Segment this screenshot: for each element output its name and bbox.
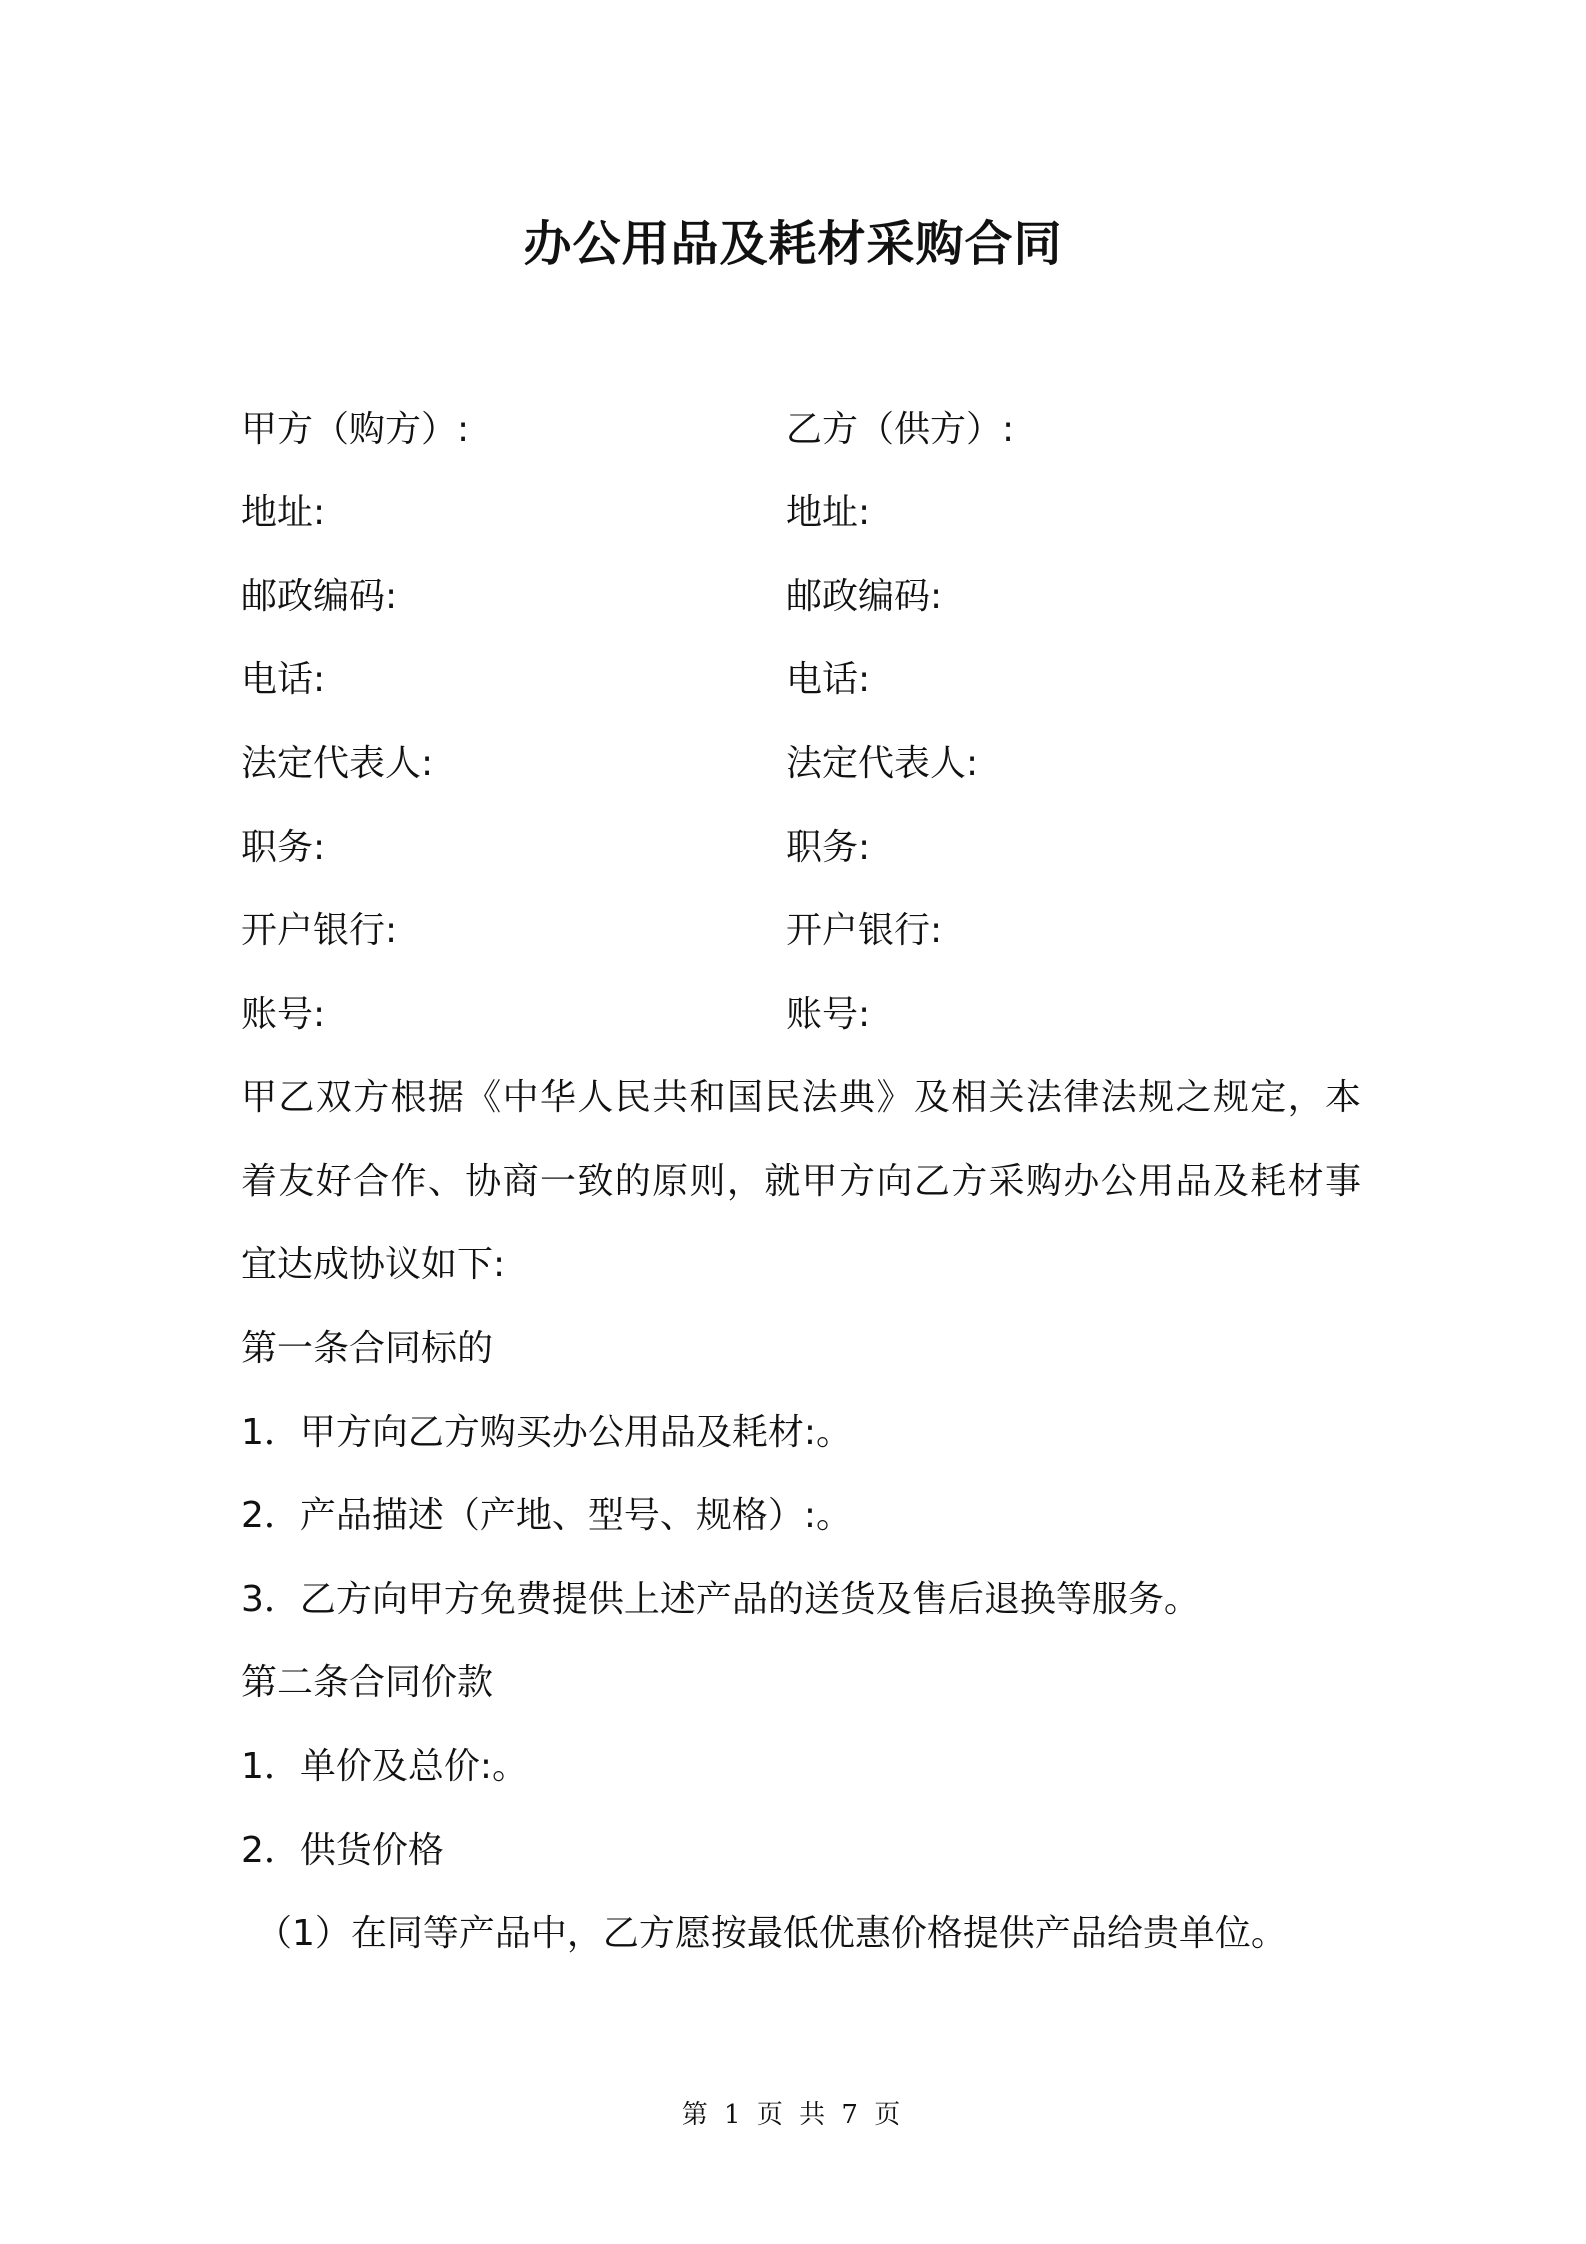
seller-account-label: 账号: xyxy=(786,994,871,1035)
buyer-account-label: 账号: xyxy=(241,994,326,1035)
intro-line: 甲乙双方根据《中华人民共和国民法典》及相关法律法规之规定，本 xyxy=(241,1077,1361,1118)
article-1-item: 1．甲方向乙方购买办公用品及耗材:。 xyxy=(241,1412,853,1453)
seller-name-label: 乙方（供方）: xyxy=(786,409,1015,450)
article-2-sub-item: （1）在同等产品中，乙方愿按最低优惠价格提供产品给贵单位。 xyxy=(256,1913,1287,1954)
buyer-address-label: 地址: xyxy=(241,492,326,533)
contract-title: 办公用品及耗材采购合同 xyxy=(523,216,1063,272)
party-row-legal-rep xyxy=(241,739,1341,789)
article-1-item: 3．乙方向甲方免费提供上述产品的送货及售后退换等服务。 xyxy=(241,1579,1200,1620)
buyer-position-label: 职务: xyxy=(241,827,326,868)
party-row-postcode xyxy=(241,572,1341,622)
article-2-item: 2．供货价格 xyxy=(241,1830,444,1871)
intro-line: 宜达成协议如下: xyxy=(241,1244,506,1285)
intro-line: 着友好合作、协商一致的原则，就甲方向乙方采购办公用品及耗材事 xyxy=(241,1161,1361,1202)
article-1-item: 2．产品描述（产地、型号、规格）:。 xyxy=(241,1495,853,1536)
party-row-position xyxy=(241,823,1341,873)
page-number-footer: 第 1 页 共 7 页 xyxy=(681,2100,905,2130)
seller-bank-label: 开户银行: xyxy=(786,910,943,951)
seller-address-label: 地址: xyxy=(786,492,871,533)
seller-legal-rep-label: 法定代表人: xyxy=(786,743,979,784)
buyer-postcode-label: 邮政编码: xyxy=(241,576,398,617)
party-row-address xyxy=(241,488,1341,538)
party-row-phone xyxy=(241,655,1341,705)
buyer-name-label: 甲方（购方）: xyxy=(241,409,470,450)
seller-postcode-label: 邮政编码: xyxy=(786,576,943,617)
party-row-name xyxy=(241,405,1341,455)
article-2-item: 1．单价及总价:。 xyxy=(241,1746,529,1787)
article-2-heading: 第二条合同价款 xyxy=(241,1662,494,1703)
party-row-account xyxy=(241,990,1341,1040)
article-1-heading: 第一条合同标的 xyxy=(241,1328,494,1369)
seller-position-label: 职务: xyxy=(786,827,871,868)
seller-phone-label: 电话: xyxy=(786,659,871,700)
buyer-phone-label: 电话: xyxy=(241,659,326,700)
party-row-bank xyxy=(241,906,1341,956)
buyer-legal-rep-label: 法定代表人: xyxy=(241,743,434,784)
buyer-bank-label: 开户银行: xyxy=(241,910,398,951)
